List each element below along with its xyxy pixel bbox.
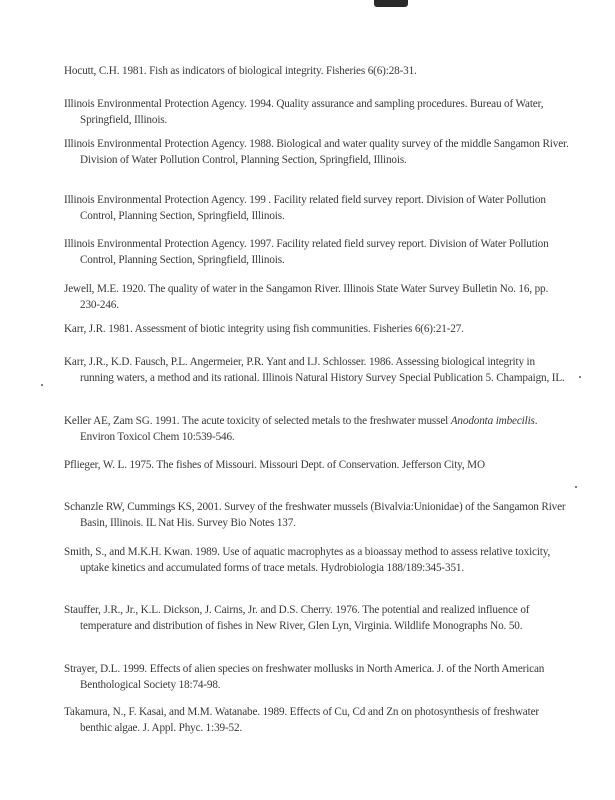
reference-pflieger: Pflieger, W. L. 1975. The fishes of Missouri. Missouri Dept. of Conservation. Jefferson City, MO [64,459,485,471]
reference-keller-species: Anodonta imbecilis [450,415,535,427]
reference-hocutt: Hocutt, C.H. 1981. Fish as indicators of biological integrity. Fisheries 6(6):28-31. [64,65,417,77]
reference-strayer: Strayer, D.L. 1999. Effects of alien species on freshwater mollusks in North America. J. of the North American Benthological Society 18:74-98. [64,663,545,691]
reference-iepa-1994: Illinois Environmental Protection Agency. 1994. Quality assurance and sampling procedures. Bureau of Water, Springfield, Illinois. [64,98,544,126]
reference-keller [64,414,570,445]
reference-keller-main: Keller AE, Zam SG. 1991. The acute toxicity of selected metals to the freshwater mussel [64,415,451,427]
scan-speck [579,376,581,378]
reference-karr-1986: Karr, J.R., K.D. Fausch, P.L. Angermeier, P.R. Yant and I.J. Schlosser. 1986. Assessing biological integrity in running waters, a method and its rational. Illinois Natural History Survey Special Publication 5. Champaign, IL. [64,356,565,384]
scan-speck [41,384,43,386]
reference-jewell: Jewell, M.E. 1920. The quality of water in the Sangamon River. Illinois State Water Survey Bulletin No. 16, pp. 230-246. [64,283,549,311]
scan-speck [575,486,577,488]
reference-smith: Smith, S., and M.K.H. Kwan. 1989. Use of aquatic macrophytes as a bioassay method to assess relative toxicity, uptake kinetics and accumulated forms of trace metals. Hydrobiologia 188/189:345-351. [64,546,551,574]
reference-stauffer: Stauffer, J.R., Jr., K.L. Dickson, J. Cairns, Jr. and D.S. Cherry. 1976. The potential and realized influence of temperature and distribution of fishes in New River, Glen Lyn, Virginia. Wildlife Monographs No. 50. [64,604,530,632]
reference-karr-1981: Karr, J.R. 1981. Assessment of biotic integrity using fish communities. Fisheries 6(6):21-27. [64,323,464,335]
reference-keller-tail: . Environ Toxicol Chem 10:539-546. [80,415,538,443]
reference-schanzle: Schanzle RW, Cummings KS, 2001. Survey of the freshwater mussels (Bivalvia:Unionidae) of the Sangamon River Basin, Illinois. IL Nat His. Survey Bio Notes 137. [64,501,566,529]
reference-iepa-1988: Illinois Environmental Protection Agency. 1988. Biological and water quality survey of the middle Sangamon River. Division of Water Pollution Control, Planning Section, Springfield, Illinois. [64,138,569,166]
reference-iepa-1997: Illinois Environmental Protection Agency. 1997. Facility related field survey report. Division of Water Pollution Control, Planning Section, Springfield, Illinois. [64,238,549,266]
scan-artifact [374,0,408,7]
reference-iepa-199x: Illinois Environmental Protection Agency. 199 . Facility related field survey report. Division of Water Pollution Control, Planning Section, Springfield, Illinois. [64,194,546,222]
reference-takamura: Takamura, N., F. Kasai, and M.M. Watanabe. 1989. Effects of Cu, Cd and Zn on photosynthesis of freshwater benthic algae. J. Appl. Phyc. 1:39-52. [64,706,539,734]
